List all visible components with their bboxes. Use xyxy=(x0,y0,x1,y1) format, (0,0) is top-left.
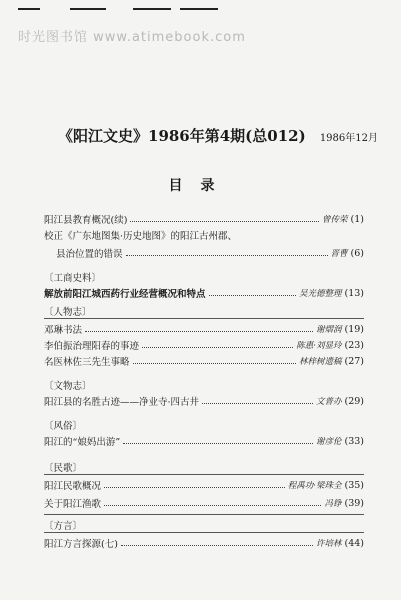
toc-entry[interactable] xyxy=(44,322,364,336)
toc-entry[interactable] xyxy=(44,434,364,448)
entry-title: 县治位置的错误 xyxy=(56,249,123,260)
toc-entry[interactable] xyxy=(44,536,364,550)
entry-author: 冯铮 xyxy=(324,499,342,509)
entry-page: (19) xyxy=(344,323,364,335)
leader-dots xyxy=(126,255,328,256)
leader-dots xyxy=(123,443,313,444)
toc-entry[interactable] xyxy=(44,212,364,226)
leader-dots xyxy=(104,487,285,488)
entry-page: (1) xyxy=(350,213,364,225)
issue-title: 《阳江文史》1986年第4期(总012) xyxy=(58,127,306,145)
page-header xyxy=(58,125,378,146)
entry-author: 谢熠润 xyxy=(315,325,342,335)
entry-author: 吴光德整理 xyxy=(298,289,342,299)
entry-title: 校正《广东地图集·历史地图》的阳江古州郡、 xyxy=(44,231,238,242)
entry-author: 程禹功·梁珠全 xyxy=(287,481,342,491)
entry-title: 阳江的“娘妈出游” xyxy=(44,437,121,448)
entry-title: 李伯振治理阳春的事迹 xyxy=(44,341,140,352)
leader-dots xyxy=(130,221,319,222)
entry-author: 曾传荣 xyxy=(322,215,348,225)
toc-entry[interactable] xyxy=(44,286,364,300)
section-label: 〔工商史料〕 xyxy=(44,273,102,284)
section-rule xyxy=(44,318,364,319)
entry-page: (33) xyxy=(344,435,364,447)
top-rule-4 xyxy=(180,8,218,10)
section-label: 〔民歌〕 xyxy=(44,463,83,474)
entry-author: 林梓树遗稿 xyxy=(298,357,342,367)
leader-dots xyxy=(142,347,293,348)
entry-page: (13) xyxy=(344,287,364,299)
leader-dots xyxy=(209,295,296,296)
toc-entry[interactable] xyxy=(44,228,364,242)
section-rule xyxy=(44,514,364,515)
entry-page: (6) xyxy=(350,247,364,259)
entry-author: 文普办 xyxy=(315,397,342,407)
section-rule xyxy=(44,532,364,533)
issue-date: 1986年12月 xyxy=(319,133,378,144)
watermark: 时光图书馆 www.atimebook.com xyxy=(18,30,246,45)
leader-dots xyxy=(133,363,296,364)
leader-dots xyxy=(104,505,321,506)
entry-title: 名医林佐三先生事略 xyxy=(44,357,130,368)
entry-page: (44) xyxy=(344,537,364,549)
toc-entry[interactable] xyxy=(44,496,364,510)
toc-entry[interactable] xyxy=(44,394,364,408)
entry-title: 阳江县教育概况(续) xyxy=(44,215,128,226)
toc-heading: 目录 xyxy=(168,178,233,194)
entry-page: (29) xyxy=(344,395,364,407)
entry-author: 晋曹 xyxy=(330,249,348,259)
leader-dots xyxy=(202,403,313,404)
toc-entry[interactable] xyxy=(44,246,364,260)
toc-entry[interactable] xyxy=(44,354,364,368)
section-label: 〔方言〕 xyxy=(44,521,83,532)
leader-dots xyxy=(121,545,313,546)
section-label: 〔文物志〕 xyxy=(44,381,92,392)
leader-dots xyxy=(85,331,313,332)
entry-title: 阳江方言探源(七) xyxy=(44,539,118,550)
section-rule xyxy=(44,474,364,475)
entry-author: 许培林 xyxy=(315,539,342,549)
entry-title: 解放前阳江城西药行业经营概况和特点 xyxy=(44,289,206,300)
entry-page: (39) xyxy=(344,497,364,509)
entry-page: (35) xyxy=(344,479,364,491)
top-rule-1 xyxy=(18,8,40,10)
entry-title: 关于阳江渔歌 xyxy=(44,499,102,510)
top-rule-2 xyxy=(70,8,106,10)
top-rule-3 xyxy=(133,8,171,10)
toc-entry[interactable] xyxy=(44,338,364,352)
section-label: 〔风俗〕 xyxy=(44,421,83,432)
entry-title: 阳江县的名胜古迹——净业寺·四古井 xyxy=(44,397,200,408)
section-label: 〔人物志〕 xyxy=(44,307,92,318)
entry-author: 谢彦伦 xyxy=(315,437,342,447)
entry-page: (23) xyxy=(344,339,364,351)
entry-title: 阳江民歌概况 xyxy=(44,481,102,492)
toc-entry[interactable] xyxy=(44,478,364,492)
entry-author: 陈惠·刘显玲 xyxy=(296,341,342,351)
entry-title: 邓琳书法 xyxy=(44,325,83,336)
entry-page: (27) xyxy=(344,355,364,367)
